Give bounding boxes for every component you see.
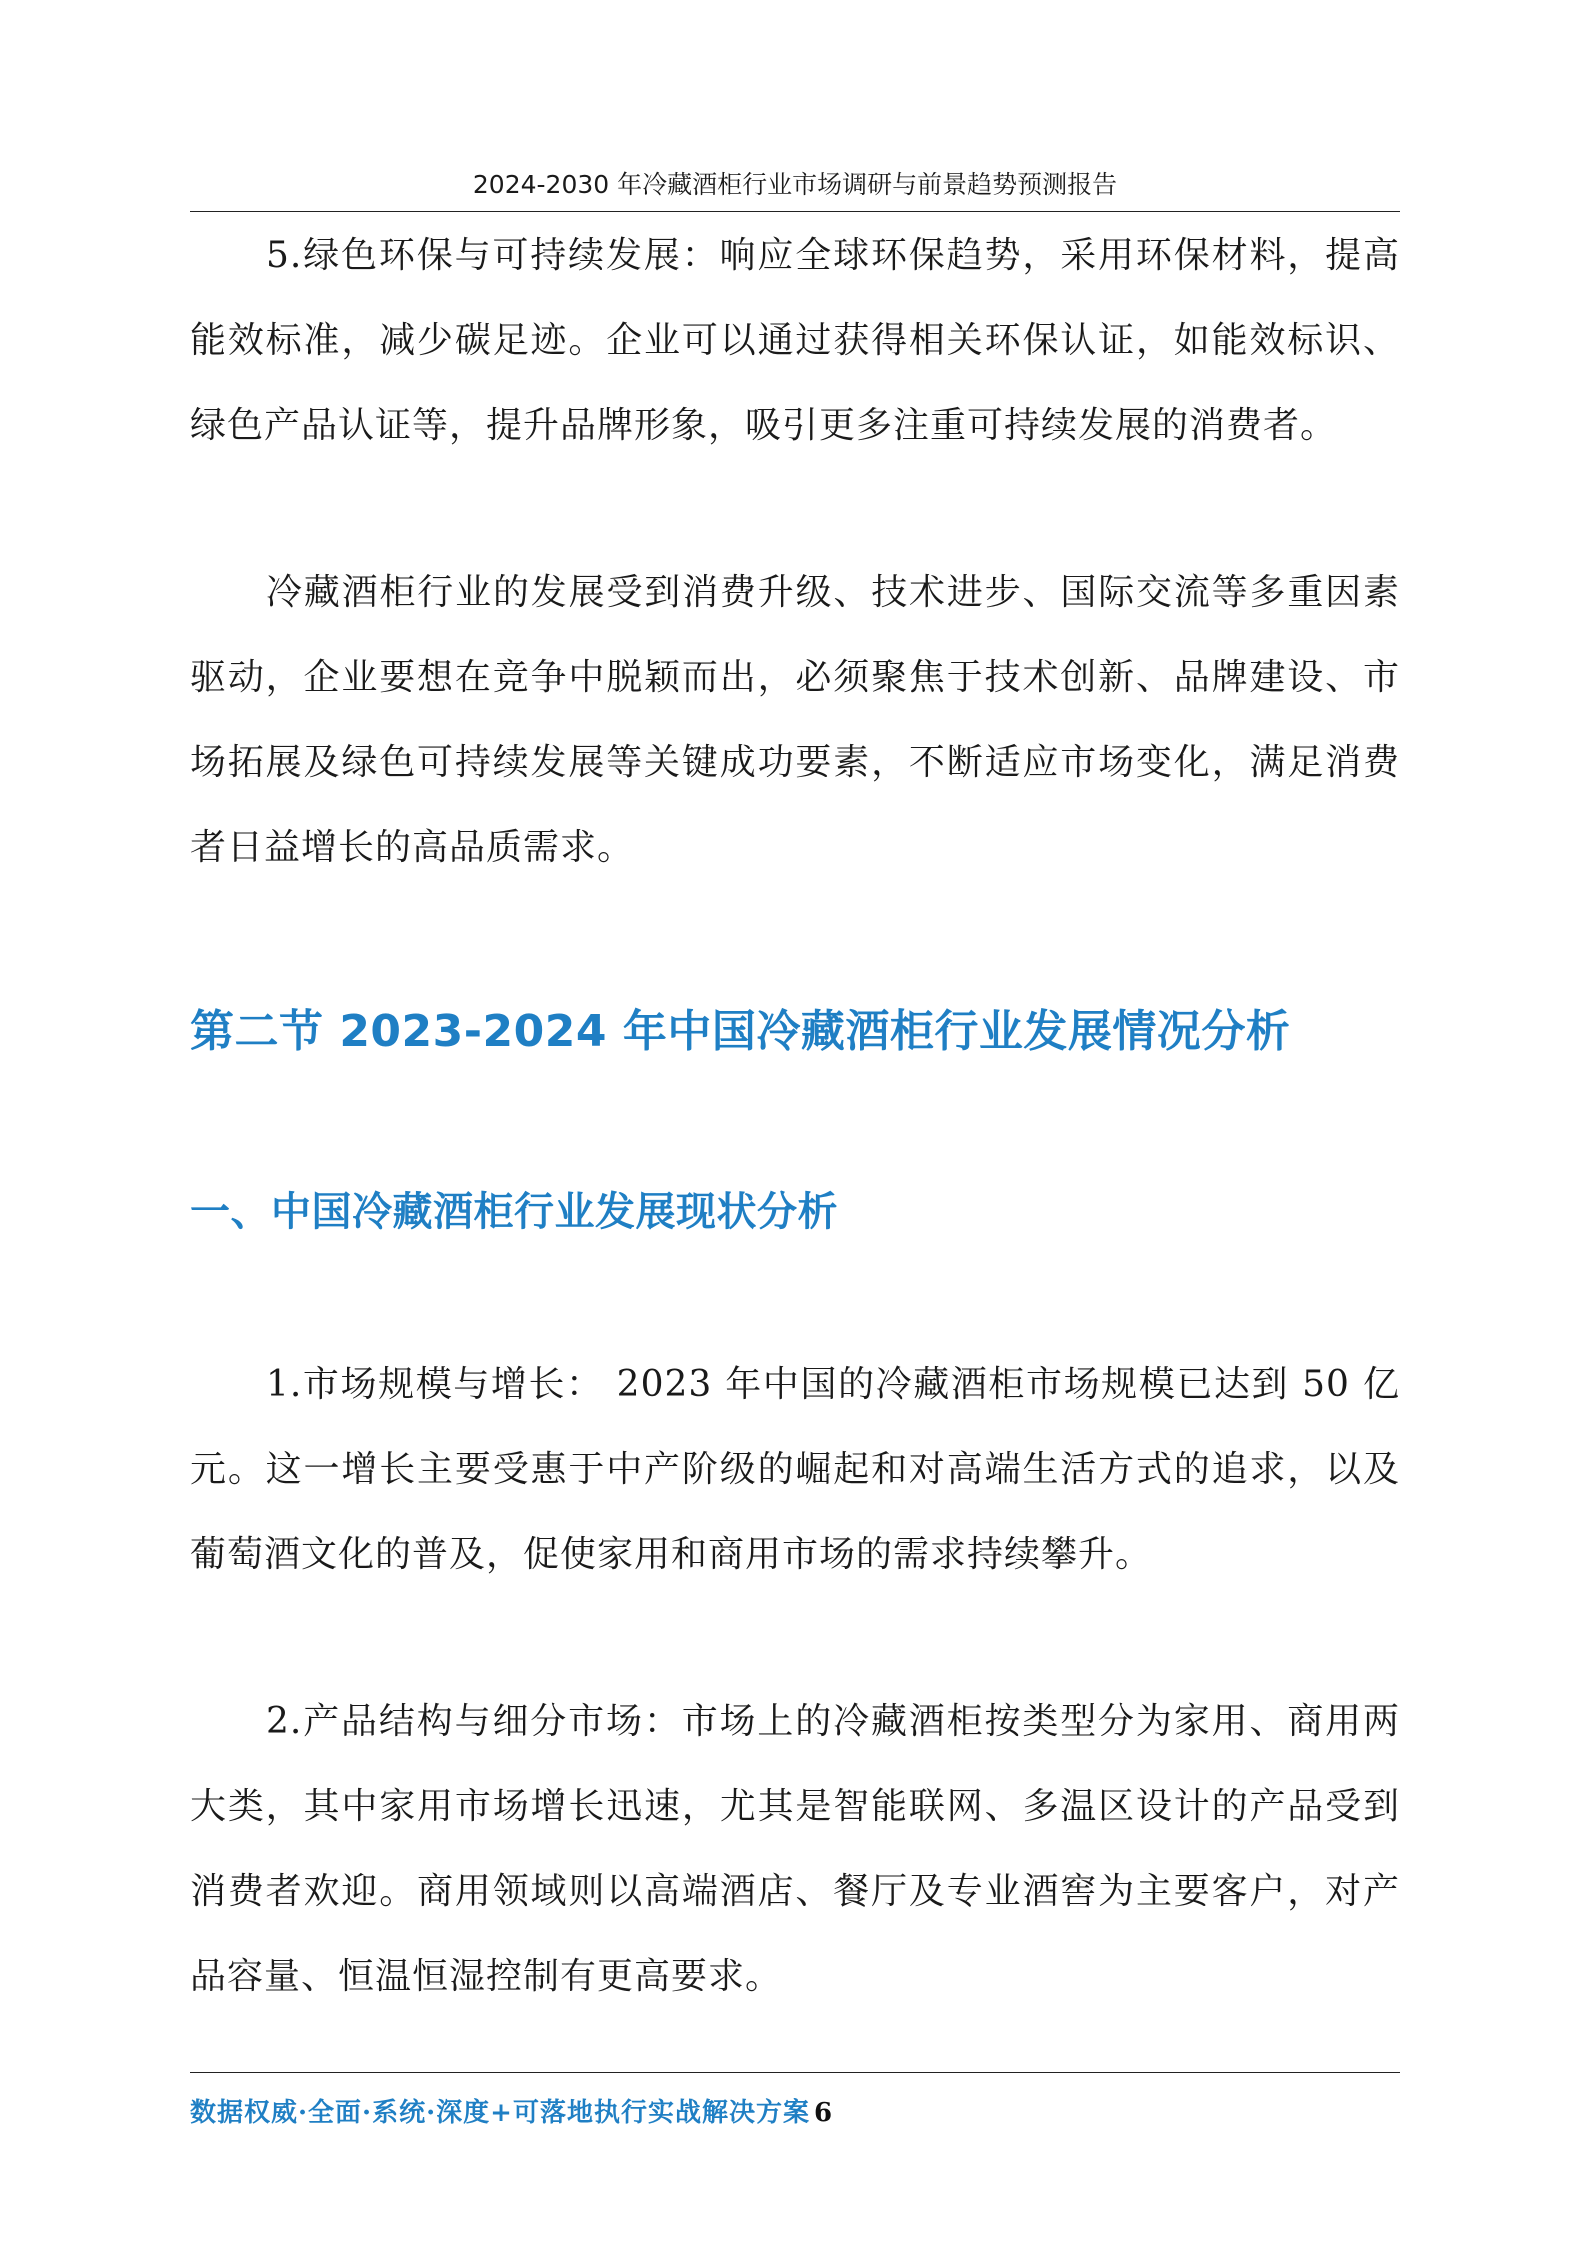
subsection-heading: 一、中国冷藏酒柜行业发展现状分析 [190, 1189, 838, 1235]
paragraph-product-structure: 2.产品结构与细分市场：市场上的冷藏酒柜按类型分为家用、商用两大类，其中家用市场增长迅速，尤其是智能联网、多温区设计的产品受到消费者欢迎。商用领域则以高端酒店、餐厅及专业酒窖为主要客户，对产品容量、恒温恒湿控制有更高要求。 [190, 1701, 1400, 1997]
page-number: 6 [813, 2098, 834, 2128]
paragraph-industry-drivers: 冷藏酒柜行业的发展受到消费升级、技术进步、国际交流等多重因素驱动，企业要想在竞争中脱颖而出，必须聚焦于技术创新、品牌建设、市场拓展及绿色可持续发展等关键成功要素，不断适应市场变化，满足消费者日益增长的高品质需求。 [190, 572, 1400, 868]
page-footer [190, 2092, 833, 2129]
footer-slogan: 数据权威·全面·系统·深度+可落地执行实战解决方案 [190, 2098, 810, 2128]
paragraph-market-size: 1.市场规模与增长： 2023 年中国的冷藏酒柜市场规模已达到 50 亿元。这一增长主要受惠于中产阶级的崛起和对高端生活方式的追求，以及葡萄酒文化的普及，促使家用和商用市场的需求持续攀升。 [190, 1364, 1400, 1575]
header-divider [190, 211, 1400, 212]
paragraph-green-sustainability: 5.绿色环保与可持续发展：响应全球环保趋势，采用环保材料，提高能效标准，减少碳足迹。企业可以通过获得相关环保认证，如能效标识、绿色产品认证等，提升品牌形象，吸引更多注重可持续发展的消费者。 [190, 235, 1400, 446]
section-heading: 第二节 2023-2024 年中国冷藏酒柜行业发展情况分析 [190, 1006, 1291, 1057]
footer-divider [190, 2072, 1400, 2073]
page-header-title: 2024-2030 年冷藏酒柜行业市场调研与前景趋势预测报告 [472, 170, 1118, 199]
